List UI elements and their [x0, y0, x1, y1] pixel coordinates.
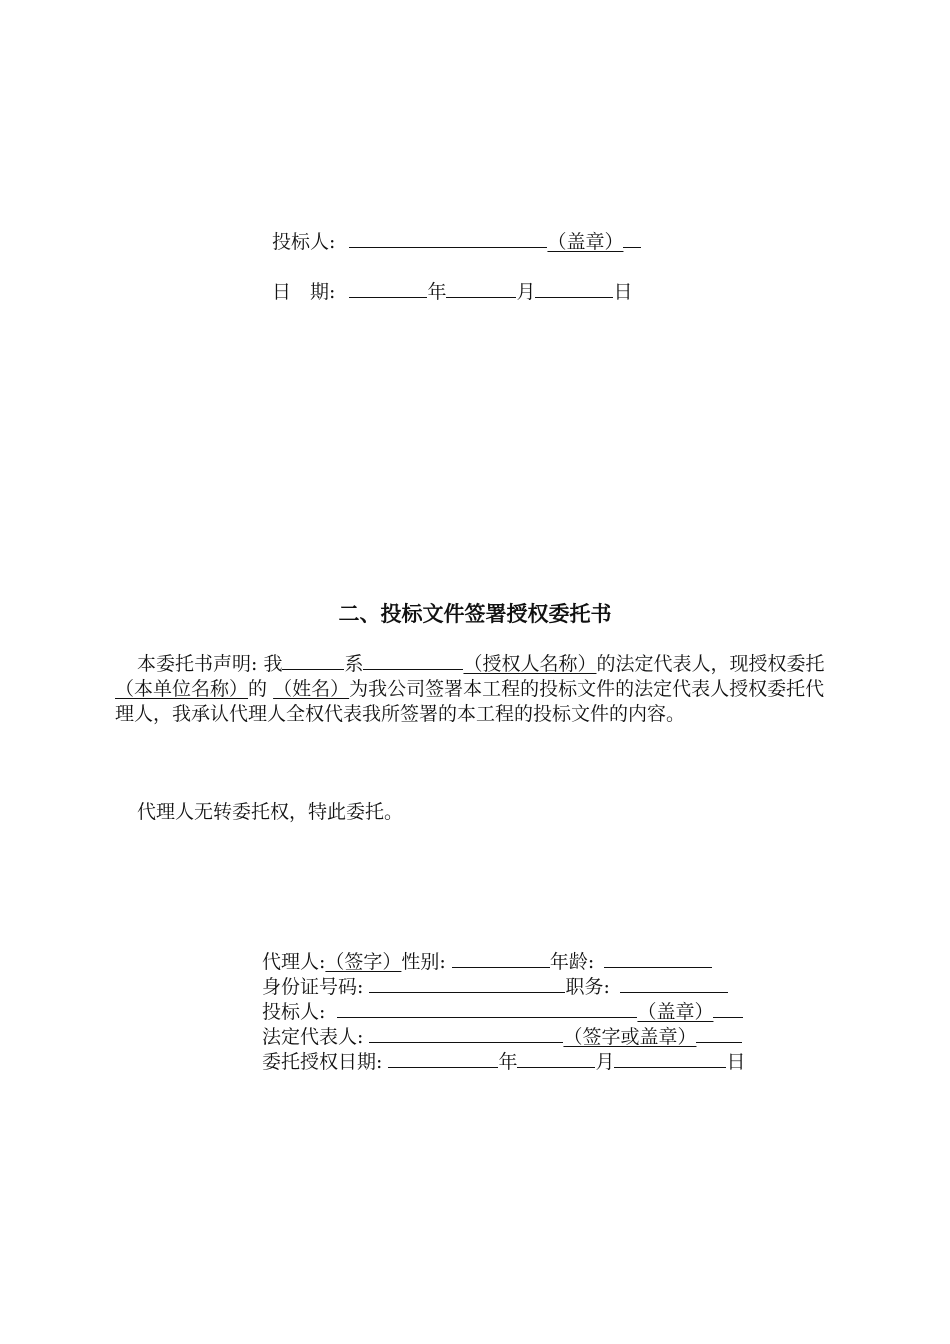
agent-label: 代理人:	[262, 951, 326, 973]
statement-entrust: 权委托	[767, 653, 825, 675]
statement-of: 的	[248, 678, 268, 700]
legal-rep-blank[interactable]	[369, 1023, 563, 1043]
statement-rest: 为我公司签署本工程的投标文件的法定代表人授权委托代理人，我承认代理人全权代表我所签署的本工程的投标文件的内容。	[115, 678, 825, 725]
sign-or-seal-note: （签字或盖章）	[563, 1026, 697, 1048]
id-blank[interactable]	[369, 973, 565, 993]
auth-month-blank[interactable]	[517, 1048, 595, 1068]
statement-intro: 本委托书声明: 我	[137, 653, 283, 675]
id-line	[262, 973, 728, 999]
agent-line	[262, 948, 712, 974]
person-name: （姓名）	[273, 678, 350, 700]
bidder-blank[interactable]	[349, 228, 547, 248]
statement-is: 系	[344, 653, 364, 675]
auth-date-label: 委托授权日期:	[262, 1051, 383, 1073]
auth-date-line	[262, 1048, 746, 1074]
position-label: 职务:	[565, 976, 610, 998]
auth-day-blank[interactable]	[614, 1048, 726, 1068]
bidder-label: 投标人:	[272, 231, 336, 253]
gender-blank[interactable]	[452, 948, 550, 968]
day-text: 日	[613, 281, 633, 303]
statement-legal-rep: 的法定代表人，现授	[596, 653, 768, 675]
month-blank[interactable]	[446, 278, 516, 298]
no-transfer-text: 代理人无转委托权，特此委托。	[137, 801, 404, 823]
legal-rep-label: 法定代表人:	[262, 1026, 364, 1048]
year-blank[interactable]	[349, 278, 427, 298]
authorizer-blank[interactable]	[363, 650, 463, 670]
month-text: 月	[516, 281, 536, 303]
statement-text	[115, 650, 835, 727]
agent-sign-note[interactable]: （签字）	[325, 951, 402, 973]
auth-year-blank[interactable]	[388, 1048, 498, 1068]
gender-label: 性别:	[401, 951, 446, 973]
top-date-line	[272, 278, 633, 304]
id-label: 身份证号码:	[262, 976, 364, 998]
auth-day-text: 日	[726, 1051, 746, 1073]
auth-month-text: 月	[595, 1051, 615, 1073]
date-label: 日 期:	[272, 281, 336, 303]
top-bidder-line	[272, 228, 641, 254]
form-bidder-line	[262, 998, 743, 1024]
section-title: 二、投标文件签署授权委托书	[338, 601, 612, 626]
no-transfer-paragraph	[115, 800, 835, 825]
year-text: 年	[427, 281, 447, 303]
age-blank[interactable]	[604, 948, 712, 968]
unit-name: （本单位名称）	[115, 678, 249, 700]
bidder-blank-tail	[623, 228, 641, 248]
position-blank[interactable]	[620, 973, 728, 993]
form-bidder-blank[interactable]	[337, 998, 637, 1018]
seal-note: （盖章）	[547, 231, 624, 253]
form-bidder-label: 投标人:	[262, 1001, 326, 1023]
auth-year-text: 年	[498, 1051, 518, 1073]
legal-rep-blank-tail	[696, 1023, 742, 1043]
form-bidder-blank-tail	[713, 998, 743, 1018]
name-blank[interactable]	[282, 650, 344, 670]
legal-rep-line	[262, 1023, 742, 1049]
day-blank[interactable]	[535, 278, 613, 298]
form-seal-note: （盖章）	[637, 1001, 714, 1023]
authorizer-name: （授权人名称）	[463, 653, 597, 675]
age-label: 年龄:	[549, 951, 595, 973]
statement-paragraph	[115, 650, 835, 727]
